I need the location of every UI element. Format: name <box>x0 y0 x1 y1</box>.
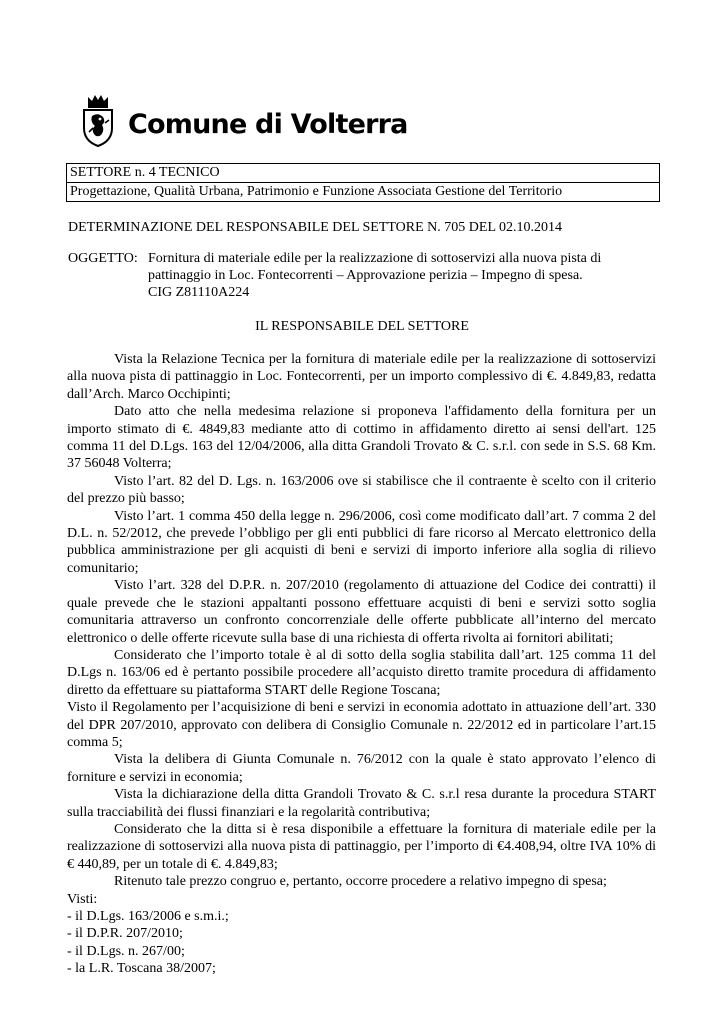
paragraph: Visto l’art. 82 del D. Lgs. n. 163/2006 ove si stabilisce che il contraente è scelto con il criterio del prezzo più basso; <box>67 473 656 507</box>
paragraph: Vista la Relazione Tecnica per la fornitura di materiale edile per la realizzazione di sottoservizi alla nuova pista di pattinaggio in Loc. Fontecorrenti, per un importo complessivo di €. 4.849,83, redatta dall’Arch. Marco Occhipinti; <box>67 352 656 402</box>
paragraph: Considerato che l’importo totale è al di sotto della soglia stabilita dall’art. 125 comma 11 del D.Lgs n. 163/06 ed è pertanto possibile procedere all’acquisto diretto tramite procedura di affidamento diretto da effettuare su piattaforma START delle Regione Toscana; <box>67 647 656 698</box>
coat-of-arms-icon <box>78 92 118 148</box>
subject-line: Fornitura di materiale edile per la realizzazione di sottoservizi alla nuova pista di <box>148 251 602 266</box>
subject-text <box>148 250 601 301</box>
paragraph: Dato atto che nella medesima relazione si proponeva l'affidamento della fornitura per un importo stimato di €. 4849,83 mediante atto di cottimo in affidamento diretto ai sensi dell'art. 125 comma 11 del D.Lgs. 163 del 12/04/2006, alla ditta Grandoli Trovato & C. s.r.l. con sede in S.S. 68 Km. 37 56048 Volterra; <box>67 404 656 472</box>
paragraph: Vista la delibera di Giunta Comunale n. 76/2012 con la quale è stato approvato l’elenco di forniture e servizi in economia; <box>67 752 656 785</box>
document-body <box>67 351 656 978</box>
list-item: - il D.Lgs. n. 267/00; <box>67 943 185 959</box>
sector-description: Progettazione, Qualità Urbana, Patrimonio e Funzione Associata Gestione del Territorio <box>67 182 659 201</box>
org-name: Comune di Volterra <box>128 109 408 140</box>
responsible-title: IL RESPONSABILE DEL SETTORE <box>255 319 469 334</box>
subject-label: OGGETTO: <box>68 251 138 266</box>
paragraph: Ritenuto tale prezzo congruo e, pertanto, occorre procedere a relativo impegno di spesa; <box>114 874 607 890</box>
subject-line: pattinaggio in Loc. Fontecorrenti – Approvazione perizia – Impegno di spesa. <box>148 268 583 283</box>
list-item: - la L.R. Toscana 38/2007; <box>67 961 216 977</box>
subject-cig: CIG Z81110A224 <box>148 285 250 300</box>
list-item: - il D.P.R. 207/2010; <box>67 926 183 942</box>
determination-title: DETERMINAZIONE DEL RESPONSABILE DEL SETTORE N. 705 DEL 02.10.2014 <box>68 220 562 235</box>
paragraph: Vista la dichiarazione della ditta Grandoli Trovato & C. s.r.l resa durante la procedura START sulla tracciabilità dei flussi finanziari e la regolarità contributiva; <box>67 787 656 820</box>
paragraph: Visto il Regolamento per l’acquisizione di beni e servizi in economia adottato in attuazione dell’art. 330 del DPR 207/2010, approvato con delibera di Consiglio Comunale n. 22/2012 ed in particolare l’art.15 comma 5; <box>67 700 656 750</box>
paragraph: Considerato che la ditta si è resa disponibile a effettuare la fornitura di materiale edile per la realizzazione di sottoservizi alla nuova pista di pattinaggio, per l’importo di €4.408,94, oltre IVA 10% di € 440,89, per un totale di €. 4.849,83; <box>67 821 656 872</box>
paragraph: Visto l’art. 328 del D.P.R. n. 207/2010 (regolamento di attuazione del Codice dei contratti) il quale prevede che le stazioni appaltanti possono effettuare acquisti di beni e servizi sotto soglia comunitaria attraverso un confronto concorrenziale delle offerte pubblicate all’interno del mercato elettronico o delle offerte ricevute sulla base di una richiesta di offerta rivolta ai fornitori abilitati; <box>67 578 656 646</box>
visti-label: Visti: <box>67 891 98 907</box>
list-item: - il D.Lgs. 163/2006 e s.m.i.; <box>67 909 229 924</box>
paragraph: Visto l’art. 1 comma 450 della legge n. 296/2006, così come modificato dall’art. 7 comma 2 del D.L. n. 52/2012, che prevede l’obbligo per gli enti pubblici di fare ricorso al Mercato elettronico della pubblica amministrazione per gli acquisti di beni e servizi di importo inferiore alla soglia di rilievo comunitario; <box>67 508 656 576</box>
sector-box <box>66 163 660 202</box>
sector-name: SETTORE n. 4 TECNICO <box>70 165 220 180</box>
